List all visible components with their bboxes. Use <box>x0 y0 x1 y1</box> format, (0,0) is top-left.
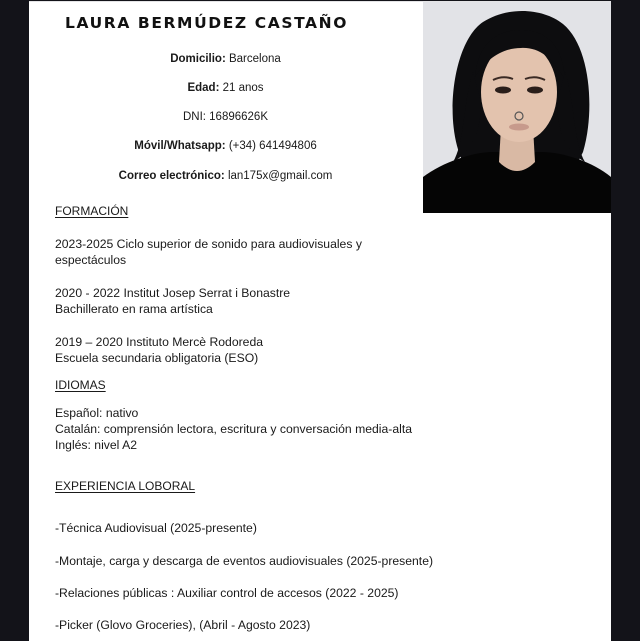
cv-page <box>29 1 611 641</box>
profile-photo <box>423 2 611 213</box>
language-item: Español: nativo <box>55 406 139 420</box>
contact-value: DNI: 16896626K <box>182 111 269 123</box>
contact-email <box>29 170 422 182</box>
language-item: Catalán: comprensión lectora, escritura y conversación media-alta <box>55 422 412 436</box>
section-title-idiomas: IDIOMAS <box>55 378 106 392</box>
contact-label: Edad: <box>187 82 220 94</box>
experience-item: -Montaje, carga y descarga de eventos audiovisuales (2025-presente) <box>55 554 434 568</box>
contact-value: 21 anos <box>219 82 264 94</box>
contact-value: lan175x@gmail.com <box>224 170 333 182</box>
education-entry-detail: espectáculos <box>55 253 127 267</box>
section-title-experiencia: EXPERIENCIA LOBORAL <box>55 479 196 493</box>
contact-label: Móvil/Whatsapp: <box>134 140 226 152</box>
contact-label: Domicilio: <box>170 53 226 65</box>
experience-item: -Picker (Glovo Groceries), (Abril - Agosto 2023) <box>55 618 311 632</box>
experience-item: -Técnica Audiovisual (2025-presente) <box>55 521 257 535</box>
contact-label: Correo electrónico: <box>118 170 225 182</box>
education-entry: 2020 - 2022 Institut Josep Serrat i Bonastre <box>55 286 291 300</box>
language-item: Inglés: nivel A2 <box>55 438 137 452</box>
contact-dni <box>29 111 422 123</box>
education-entry: 2023-2025 Ciclo superior de sonido para audiovisuales y <box>55 237 362 251</box>
education-entry-detail: Escuela secundaria obligatoria (ESO) <box>55 351 259 365</box>
education-entry: 2019 – 2020 Instituto Mercè Rodoreda <box>55 335 264 349</box>
portrait-illustration <box>423 2 611 213</box>
education-entry-detail: Bachillerato en rama artística <box>55 302 213 316</box>
experience-item: -Relaciones públicas : Auxiliar control de accesos (2022 - 2025) <box>55 586 399 600</box>
contact-value: Barcelona <box>225 53 281 65</box>
contact-address <box>29 53 422 65</box>
candidate-name: LAURA BERMÚDEZ CASTAÑO <box>65 14 348 32</box>
section-title-formacion: FORMACIÓN <box>55 204 129 218</box>
contact-age <box>29 82 422 94</box>
contact-phone <box>29 140 422 152</box>
contact-value: (+34) 641494806 <box>225 140 317 152</box>
